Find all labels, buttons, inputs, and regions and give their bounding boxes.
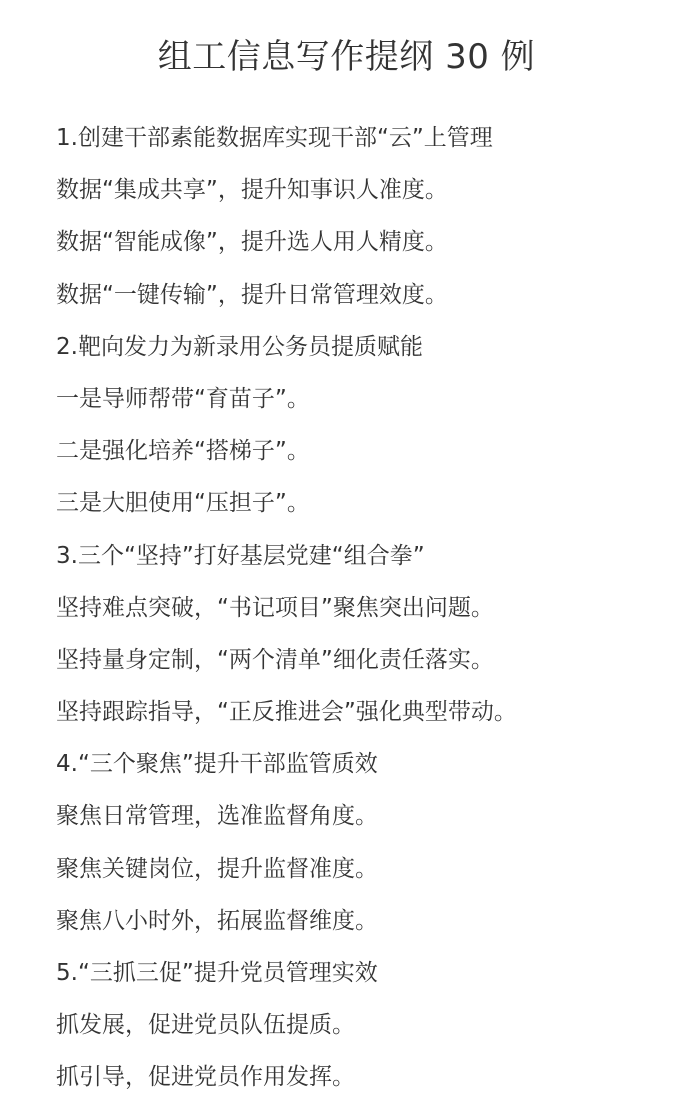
outline-line: 抓发展，促进党员队伍提质。 xyxy=(56,1012,355,1039)
outline-line: 坚持难点突破，“书记项目”聚焦突出问题。 xyxy=(56,594,494,621)
document-title: 组工信息写作提纲 30 例 xyxy=(157,37,536,77)
outline-line: 一是导师帮带“育苗子”。 xyxy=(56,385,310,412)
outline-line: 坚持跟踪指导，“正反推进会”强化典型带动。 xyxy=(56,699,517,726)
outline-line: 数据“智能成像”，提升选人用人精度。 xyxy=(56,229,448,256)
outline-line: 3.三个“坚持”打好基层党建“组合拳” xyxy=(56,542,425,569)
outline-line: 聚焦八小时外，拓展监督维度。 xyxy=(56,907,378,934)
outline-line: 4.“三个聚焦”提升干部监管质效 xyxy=(56,751,378,778)
outline-list xyxy=(56,112,676,1104)
outline-line: 5.“三抓三促”提升党员管理实效 xyxy=(56,960,378,986)
outline-line: 数据“集成共享”，提升知事识人准度。 xyxy=(56,177,448,204)
outline-line: 数据“一键传输”，提升日常管理效度。 xyxy=(56,281,448,308)
outline-line: 聚焦关键岗位，提升监督准度。 xyxy=(56,855,378,882)
outline-line: 抓引导，促进党员作用发挥。 xyxy=(56,1064,355,1091)
outline-line: 二是强化培养“搭梯子”。 xyxy=(56,438,310,465)
outline-line: 聚焦日常管理，选准监督角度。 xyxy=(56,803,378,830)
outline-line: 坚持量身定制，“两个清单”细化责任落实。 xyxy=(56,646,494,673)
outline-line: 2.靶向发力为新录用公务员提质赋能 xyxy=(56,333,423,360)
outline-line: 三是大胆使用“压担子”。 xyxy=(56,490,310,517)
outline-line: 1.创建干部素能数据库实现干部“云”上管理 xyxy=(56,125,493,151)
